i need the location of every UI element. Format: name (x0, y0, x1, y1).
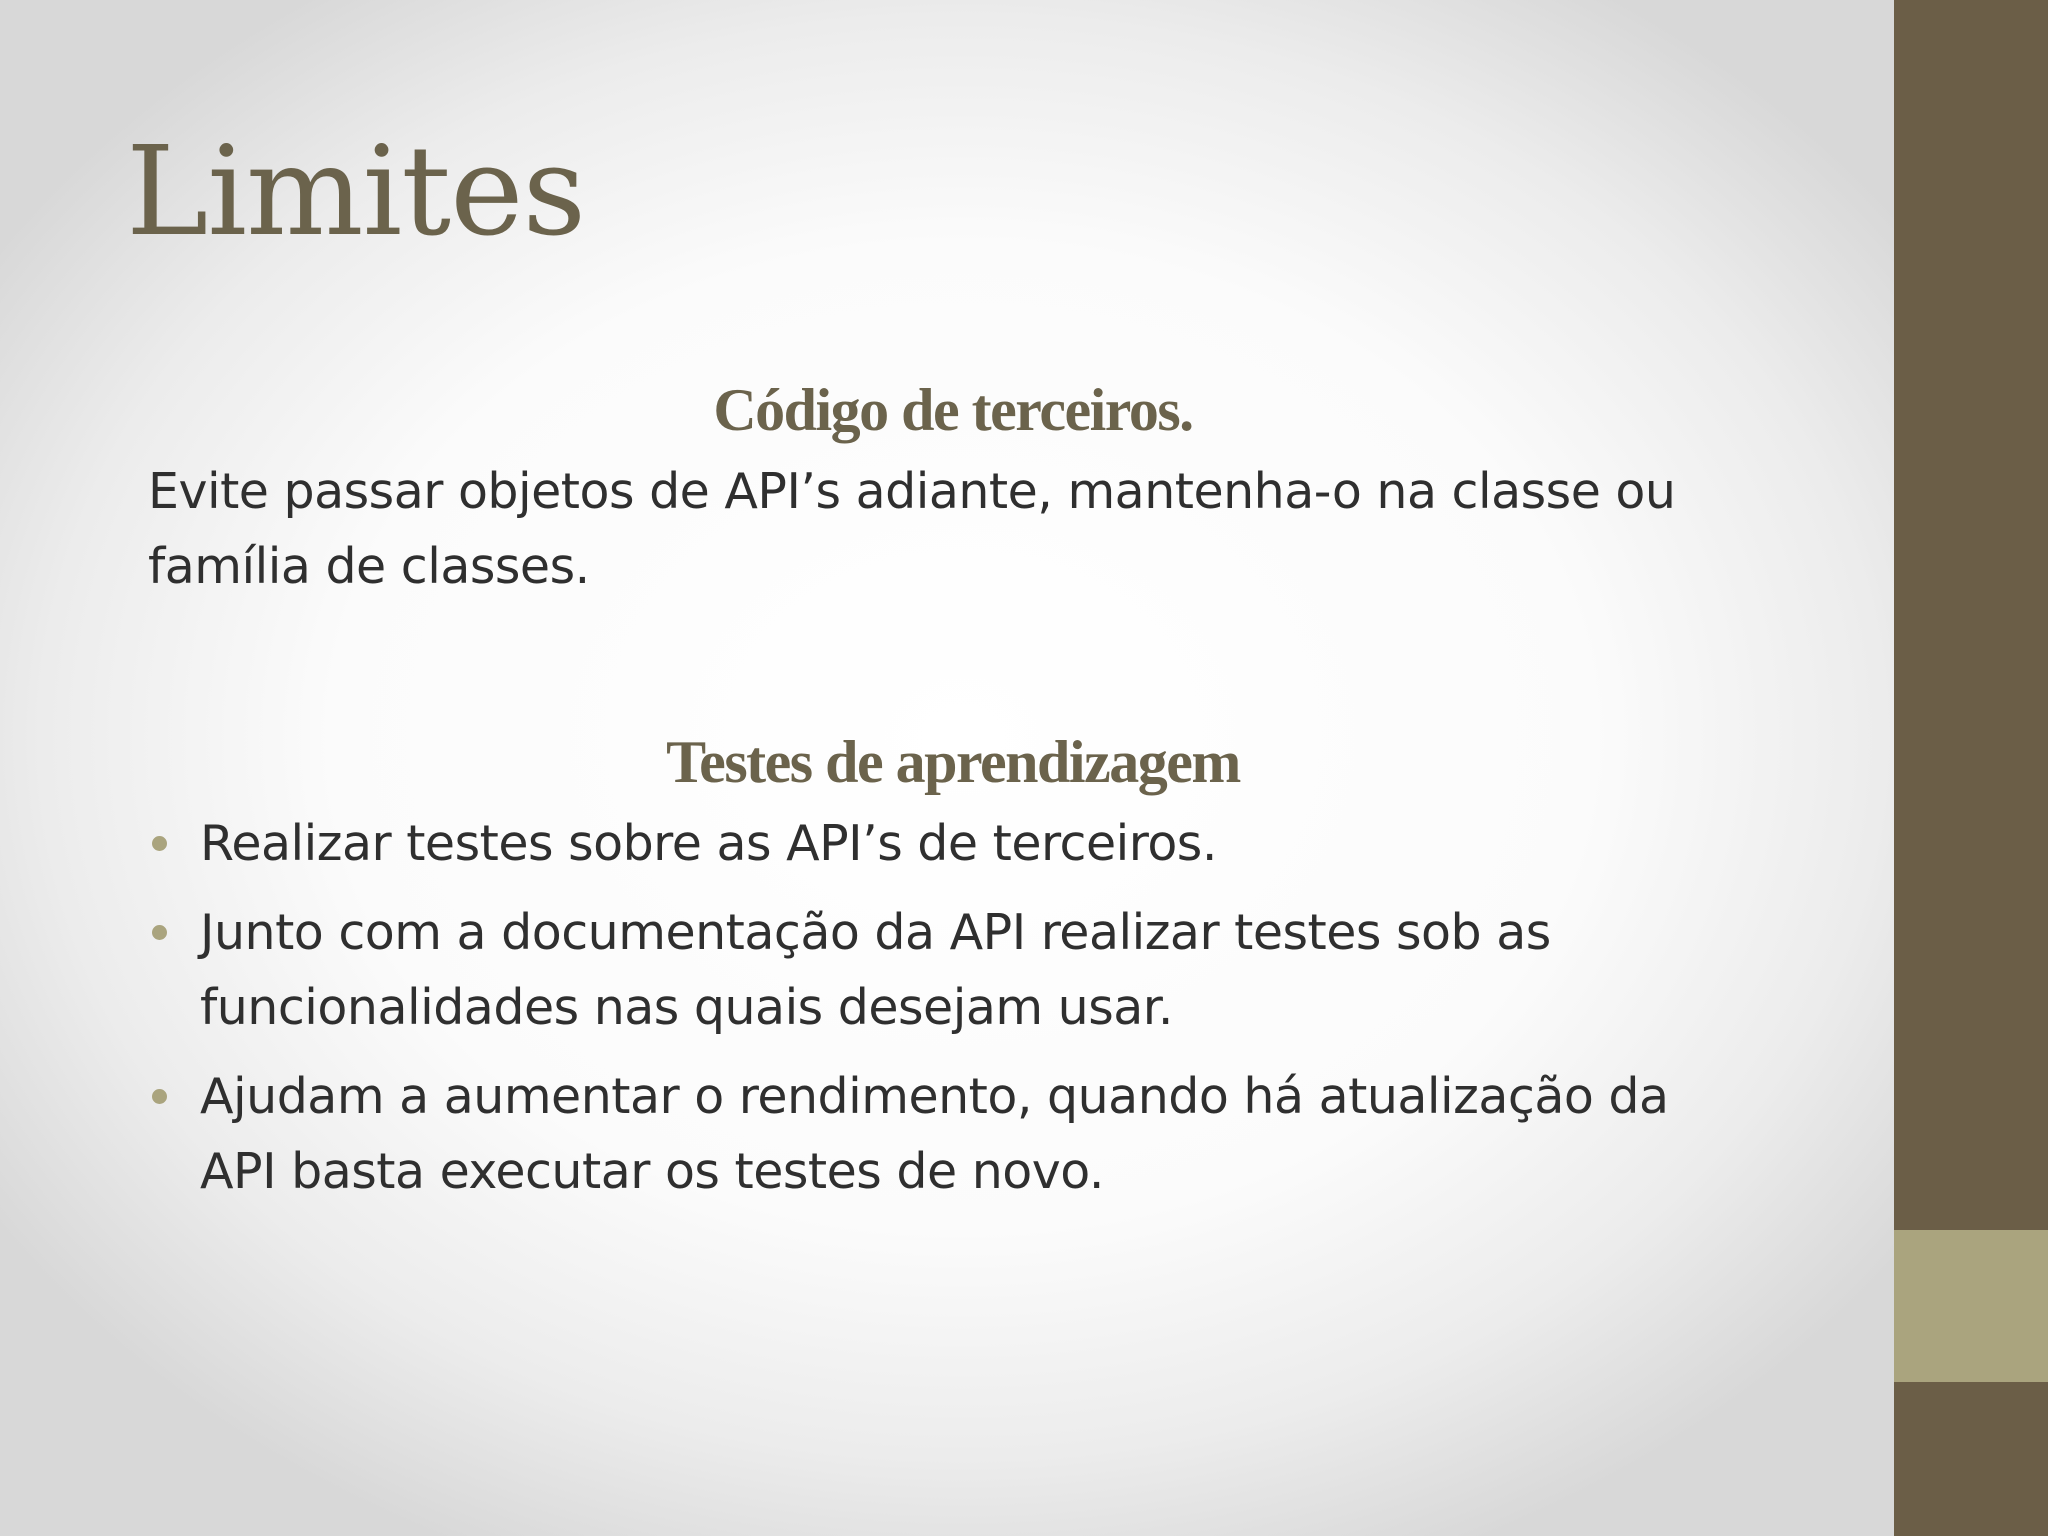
slide-content (148, 370, 1758, 1223)
bullet-list (148, 806, 1758, 1209)
bullet-item (148, 1059, 1758, 1209)
section-paragraph-third-party-code: Evite passar objetos de API’s adiante, mantenha-o na classe ou família de classes. (148, 463, 1676, 595)
bullet-dot-icon (152, 1089, 167, 1104)
bullet-text: Junto com a documentação da API realizar testes sob as funcionalidades nas quais desejam usar. (200, 904, 1551, 1036)
slide-title: Limites (126, 120, 586, 264)
bullet-text: Realizar testes sobre as API’s de terceiros. (200, 815, 1217, 872)
side-accent-block (1894, 1230, 2048, 1382)
bullet-dot-icon (152, 925, 167, 940)
section-heading-third-party-code: Código de terceiros. (713, 377, 1193, 443)
bullet-item (148, 895, 1758, 1045)
bullet-dot-icon (152, 836, 167, 851)
section-heading-learning-tests: Testes de aprendizagem (666, 729, 1240, 795)
bullet-text: Ajudam a aumentar o rendimento, quando há atualização da API basta executar os testes de novo. (200, 1068, 1669, 1200)
bullet-item (148, 806, 1758, 881)
